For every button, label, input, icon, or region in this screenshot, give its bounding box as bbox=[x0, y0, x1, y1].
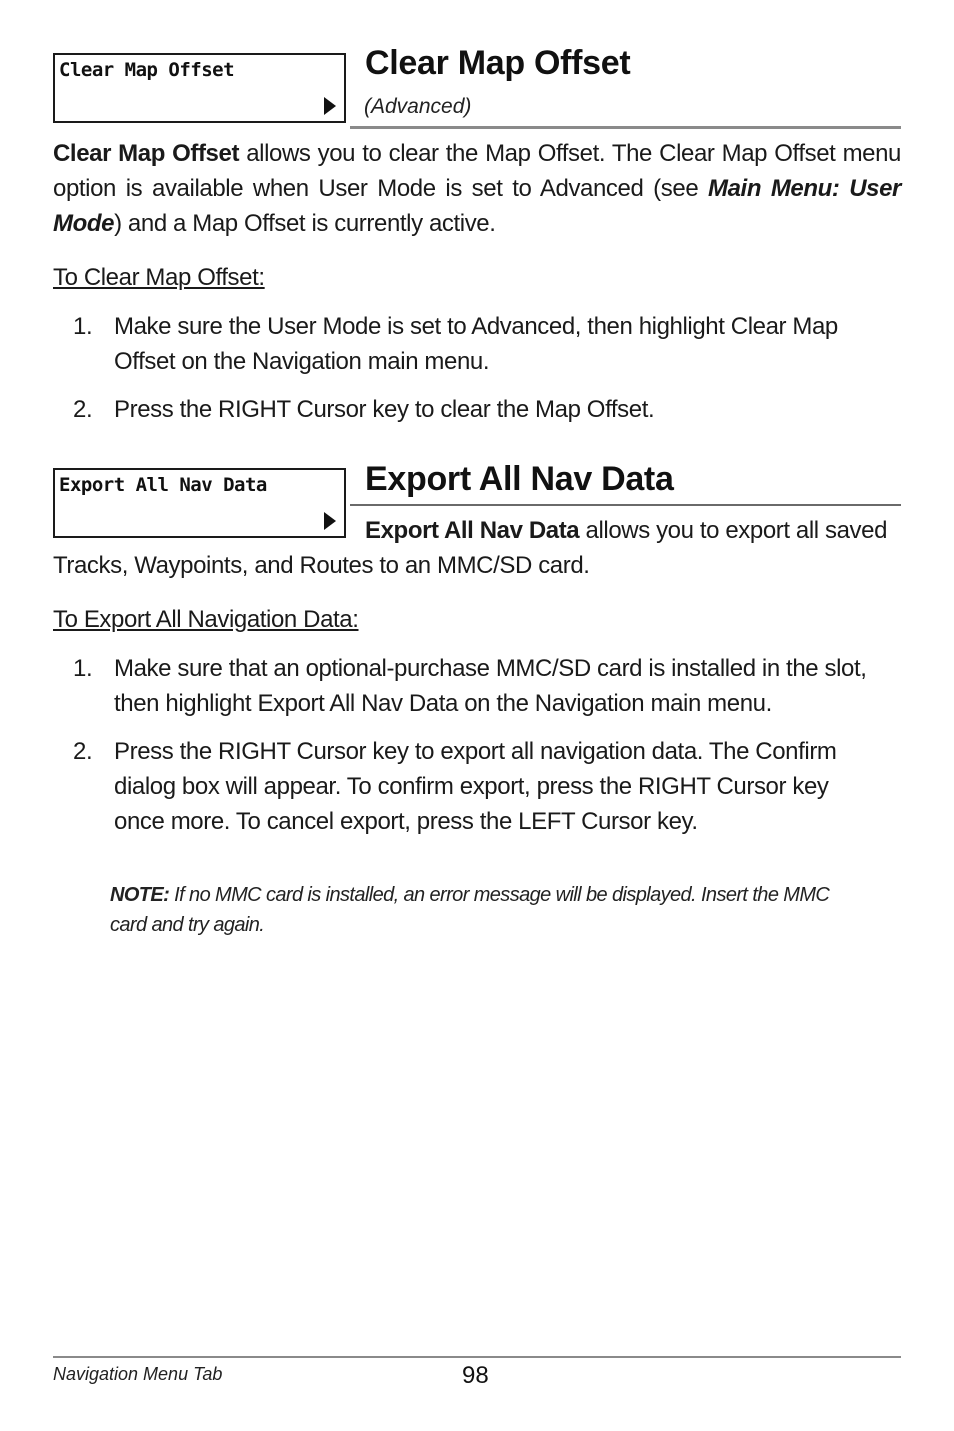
clear-map-offset-menu-box bbox=[53, 53, 346, 123]
section-rule bbox=[350, 504, 901, 506]
intro-text: allows you to clear the Map Offset. The Clear Map Offset menu option is available when User Mode is set to Advanced (see bbox=[53, 140, 902, 202]
intro-text: allows you to export all saved bbox=[579, 517, 888, 544]
export-description-line2: Tracks, Waypoints, and Routes to an MMC/SD card. bbox=[53, 552, 590, 579]
section-rule bbox=[350, 126, 901, 129]
clear-map-offset-description bbox=[53, 136, 901, 241]
clear-map-offset-heading: Clear Map Offset bbox=[365, 44, 631, 82]
menu-box-label: Export All Nav Data bbox=[59, 474, 267, 496]
cross-reference: Main Menu: User Mode bbox=[53, 175, 901, 237]
intro-text-end: ) and a Map Offset is currently active. bbox=[114, 210, 496, 237]
step-text: Press the RIGHT Cursor key to export all navigation data. The Confirm dialog box will appear. To confirm export, press the RIGHT Cursor key once more. To cancel export, press the LEFT Cursor key. bbox=[114, 738, 837, 835]
menu-box-label: Clear Map Offset bbox=[59, 59, 235, 81]
step-number: 2. bbox=[73, 396, 93, 423]
note-label: NOTE: bbox=[110, 884, 170, 906]
step-text: Press the RIGHT Cursor key to clear the Map Offset. bbox=[114, 396, 655, 423]
clear-map-offset-procedure-title: To Clear Map Offset: bbox=[53, 264, 265, 291]
step-number: 1. bbox=[73, 655, 93, 682]
export-procedure-title: To Export All Navigation Data: bbox=[53, 606, 359, 633]
right-arrow-icon bbox=[324, 512, 336, 530]
export-description-line1 bbox=[365, 513, 901, 548]
export-all-nav-data-menu-box bbox=[53, 468, 346, 538]
intro-bold-term: Clear Map Offset bbox=[53, 140, 240, 167]
export-all-nav-data-heading: Export All Nav Data bbox=[365, 460, 674, 498]
advanced-label: (Advanced) bbox=[364, 95, 472, 118]
step-text: Make sure that an optional-purchase MMC/SD card is installed in the slot, then highlight Export All Nav Data on the Navigation main menu. bbox=[114, 655, 867, 717]
note bbox=[110, 880, 870, 940]
right-arrow-icon bbox=[324, 97, 336, 115]
intro-bold-term: Export All Nav Data bbox=[365, 517, 580, 544]
page-number: 98 bbox=[462, 1362, 489, 1389]
step-number: 2. bbox=[73, 738, 93, 765]
step-number: 1. bbox=[73, 313, 93, 340]
footer-rule bbox=[53, 1356, 901, 1358]
footer-section-name: Navigation Menu Tab bbox=[53, 1364, 223, 1384]
note-text: If no MMC card is installed, an error message will be displayed. Insert the MMC card and try again. bbox=[110, 884, 830, 936]
step-text: Make sure the User Mode is set to Advanced, then highlight Clear Map Offset on the Navigation main menu. bbox=[114, 313, 838, 375]
